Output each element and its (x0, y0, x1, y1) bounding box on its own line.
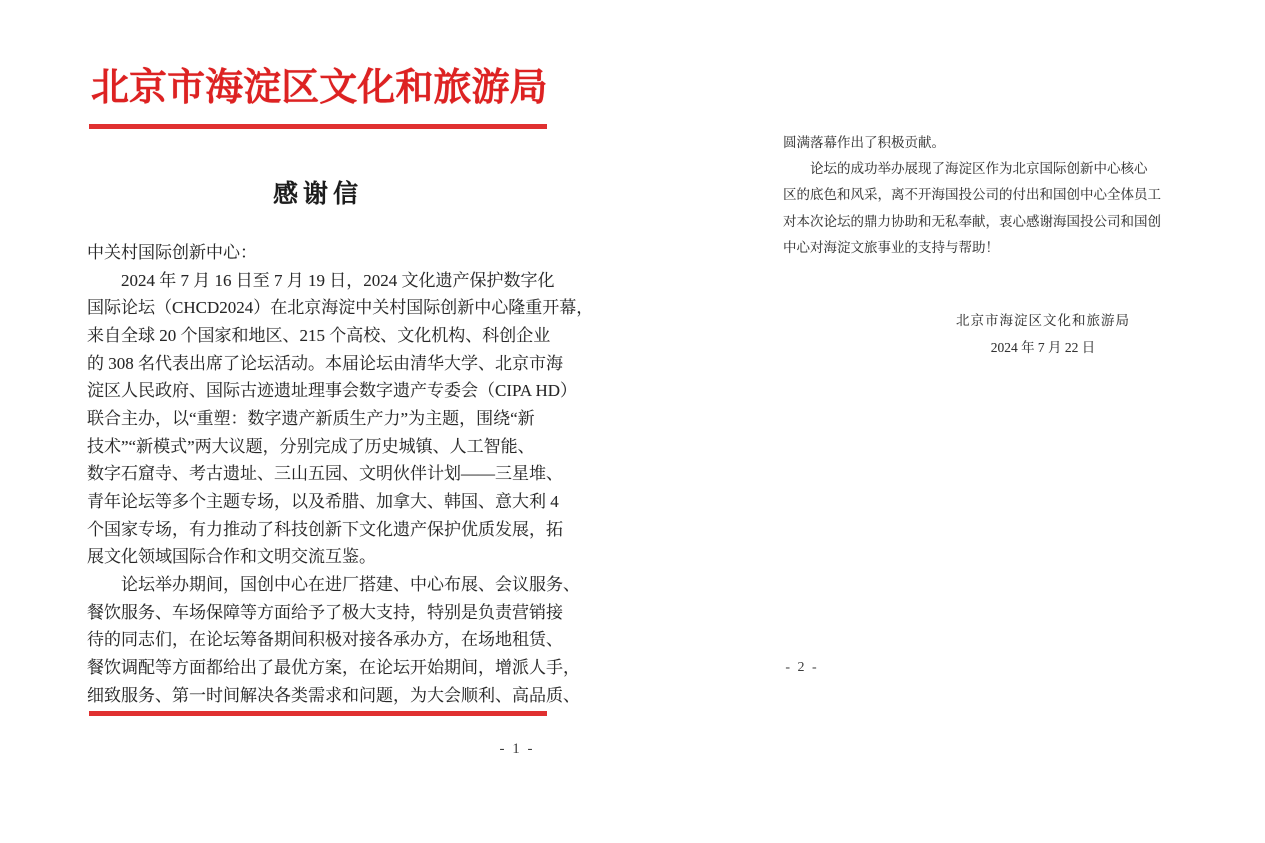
body-line: 中心对海淀文旅事业的支持与帮助！ (783, 239, 999, 255)
body-line: 国际论坛（CHCD2024）在北京海淀中关村国际创新中心隆重开幕， (87, 298, 594, 318)
body-line: 个国家专场，有力推动了科技创新下文化遗产保护优质发展，拓 (87, 519, 563, 539)
body-line: 圆满落幕作出了积极贡献。 (783, 135, 945, 150)
letterhead-title: 北京市海淀区文化和旅游局 (91, 67, 547, 109)
body-line: 细致服务、第一时间解决各类需求和问题，为大会顺利、高品质、 (87, 685, 580, 705)
body-line: 对本次论坛的鼎力协助和无私奉献，衷心感谢海国投公司和国创 (783, 213, 1161, 229)
letter-body-page1 (87, 239, 594, 709)
body-line: 论坛的成功举办展现了海淀区作为北京国际创新中心核心 (783, 161, 1148, 177)
letterhead-divider-line (89, 124, 547, 129)
page1-footer-divider-line (89, 711, 547, 716)
body-line: 数字石窟寺、考古遗址、三山五园、文明伙伴计划——三星堆、 (87, 464, 563, 484)
body-line: 来自全球 20 个国家和地区、215 个高校、文化机构、科创企业 (87, 325, 551, 345)
body-line: 论坛举办期间，国创中心在进厂搭建、中心布展、会议服务、 (87, 574, 580, 594)
signature-date: 2024 年 7 月 22 日 (990, 340, 1096, 355)
page2-page-number: - 2 - (785, 660, 819, 675)
body-line: 区的底色和风采，离不开海国投公司的付出和国创中心全体员工 (783, 187, 1161, 203)
body-line: 餐饮服务、车场保障等方面给予了极大支持，特别是负责营销接 (87, 602, 563, 622)
body-line: 2024 年 7 月 16 日至 7 月 19 日，2024 文化遗产保护数字化 (87, 270, 555, 290)
letter-body-page2 (783, 130, 1161, 261)
body-line: 餐饮调配等方面都给出了最优方案，在论坛开始期间，增派人手， (87, 657, 580, 677)
body-line: 中关村国际创新中心： (87, 243, 257, 262)
body-line: 展文化领域国际合作和文明交流互鉴。 (87, 547, 376, 567)
body-line: 待的同志们，在论坛筹备期间积极对接各承办方，在场地租赁、 (87, 630, 563, 650)
letter-title: 感谢信 (272, 181, 363, 208)
body-line: 的 308 名代表出席了论坛活动。本届论坛由清华大学、北京市海 (87, 353, 563, 373)
body-line: 淀区人民政府、国际古迹遗址理事会数字遗产专委会（CIPA HD） (87, 381, 578, 401)
signature-org: 北京市海淀区文化和旅游局 (956, 313, 1130, 328)
body-line: 青年论坛等多个主题专场，以及希腊、加拿大、韩国、意大利 4 (87, 491, 559, 511)
page1-page-number: - 1 - (499, 741, 535, 757)
body-line: 联合主办，以“重塑：数字遗产新质生产力”为主题，围绕“新 (87, 408, 535, 428)
body-line: 技术”“新模式”两大议题，分别完成了历史城镇、人工智能、 (87, 436, 535, 456)
